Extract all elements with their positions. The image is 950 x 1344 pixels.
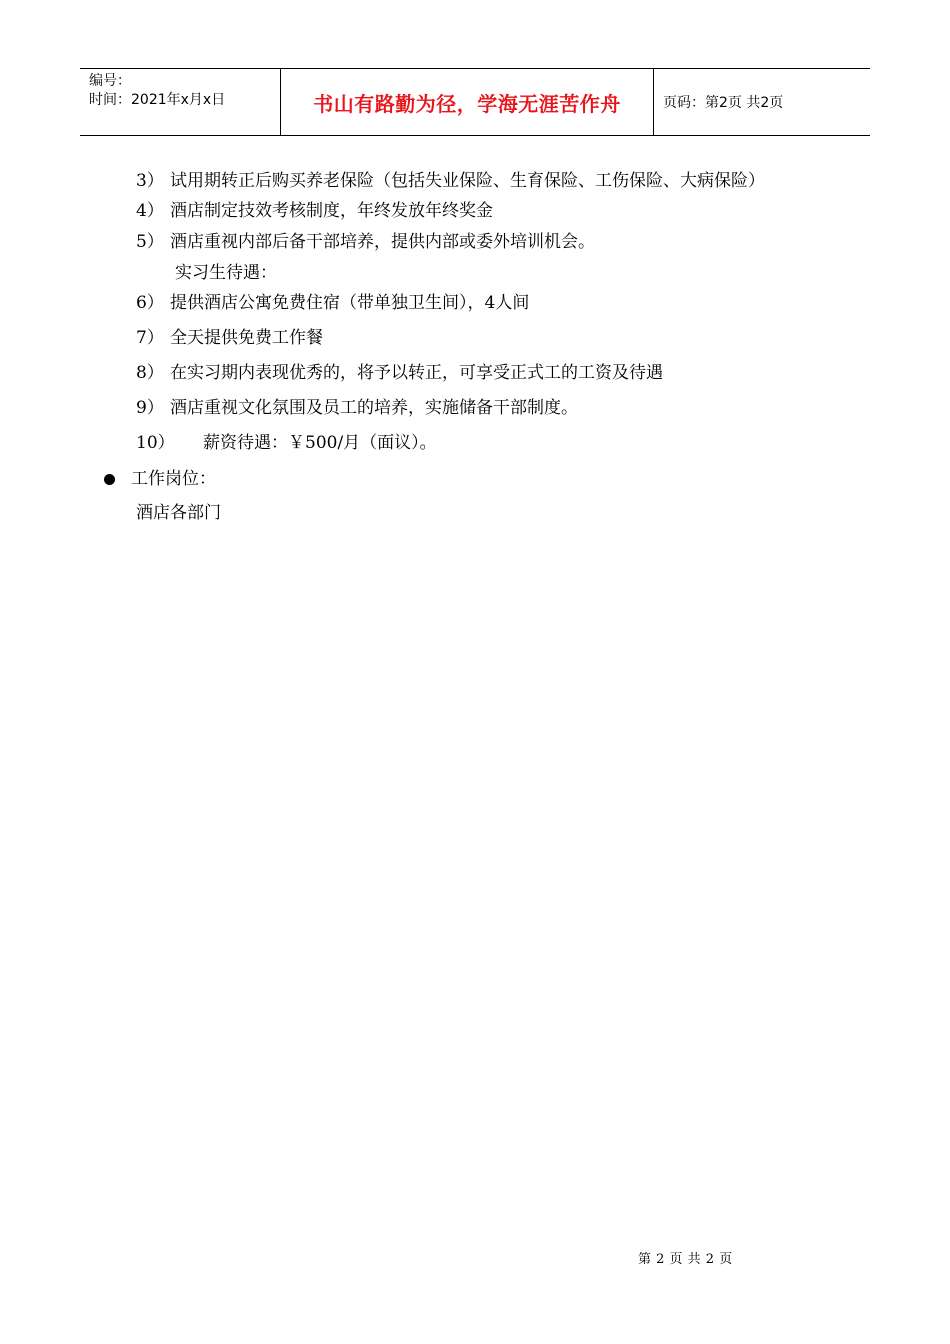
header-page-info: 页码：第2页 共2页 (663, 95, 784, 111)
bullet-dot-icon (104, 474, 115, 485)
list-item-number: 3） (136, 171, 164, 191)
list-item-number: 7） (136, 328, 164, 348)
page-header (80, 68, 870, 136)
list-item (136, 231, 595, 253)
list-item-text: 在实习期内表现优秀的，将予以转正，可享受正式工的工资及待遇 (170, 363, 663, 383)
list-item (136, 362, 663, 384)
header-motto: 书山有路勤为径，学海无涯苦作舟 (281, 69, 654, 135)
page-footer: 第 2 页 共 2 页 (638, 1252, 733, 1267)
list-item-text: 酒店重视内部后备干部培养，提供内部或委外培训机会。 (170, 232, 595, 252)
list-item-number: 10） (136, 433, 175, 453)
list-item (136, 170, 765, 192)
list-item (136, 397, 578, 419)
header-left-cell (80, 69, 281, 135)
list-item (136, 327, 323, 349)
list-item-number: 6） (136, 293, 164, 313)
list-item-number: 4） (136, 201, 164, 221)
section-content: 酒店各部门 (136, 503, 221, 523)
list-item-text: 酒店重视文化氛围及员工的培养，实施储备干部制度。 (170, 398, 578, 418)
intern-subheading-text: 实习生待遇： (175, 263, 277, 283)
list-item-text: 全天提供免费工作餐 (170, 328, 323, 348)
list-item-number: 9） (136, 398, 164, 418)
list-item-text: 薪资待遇：￥500/月（面议）。 (203, 433, 437, 453)
list-item (136, 432, 437, 454)
document-date-label: 时间：2021年x月x日 (89, 92, 226, 108)
document-number-label: 编号： (89, 73, 131, 89)
list-item-text: 试用期转正后购买养老保险（包括失业保险、生育保险、工伤保险、大病保险） (170, 171, 765, 191)
list-item-number: 5） (136, 232, 164, 252)
list-item (136, 292, 529, 314)
list-item (136, 200, 493, 222)
intern-subheading (175, 262, 277, 284)
list-item-number: 8） (136, 363, 164, 383)
section-title: 工作岗位： (131, 469, 216, 489)
list-item-text: 提供酒店公寓免费住宿（带单独卫生间），4人间 (170, 293, 530, 313)
list-item-text: 酒店制定技效考核制度，年终发放年终奖金 (170, 201, 493, 221)
